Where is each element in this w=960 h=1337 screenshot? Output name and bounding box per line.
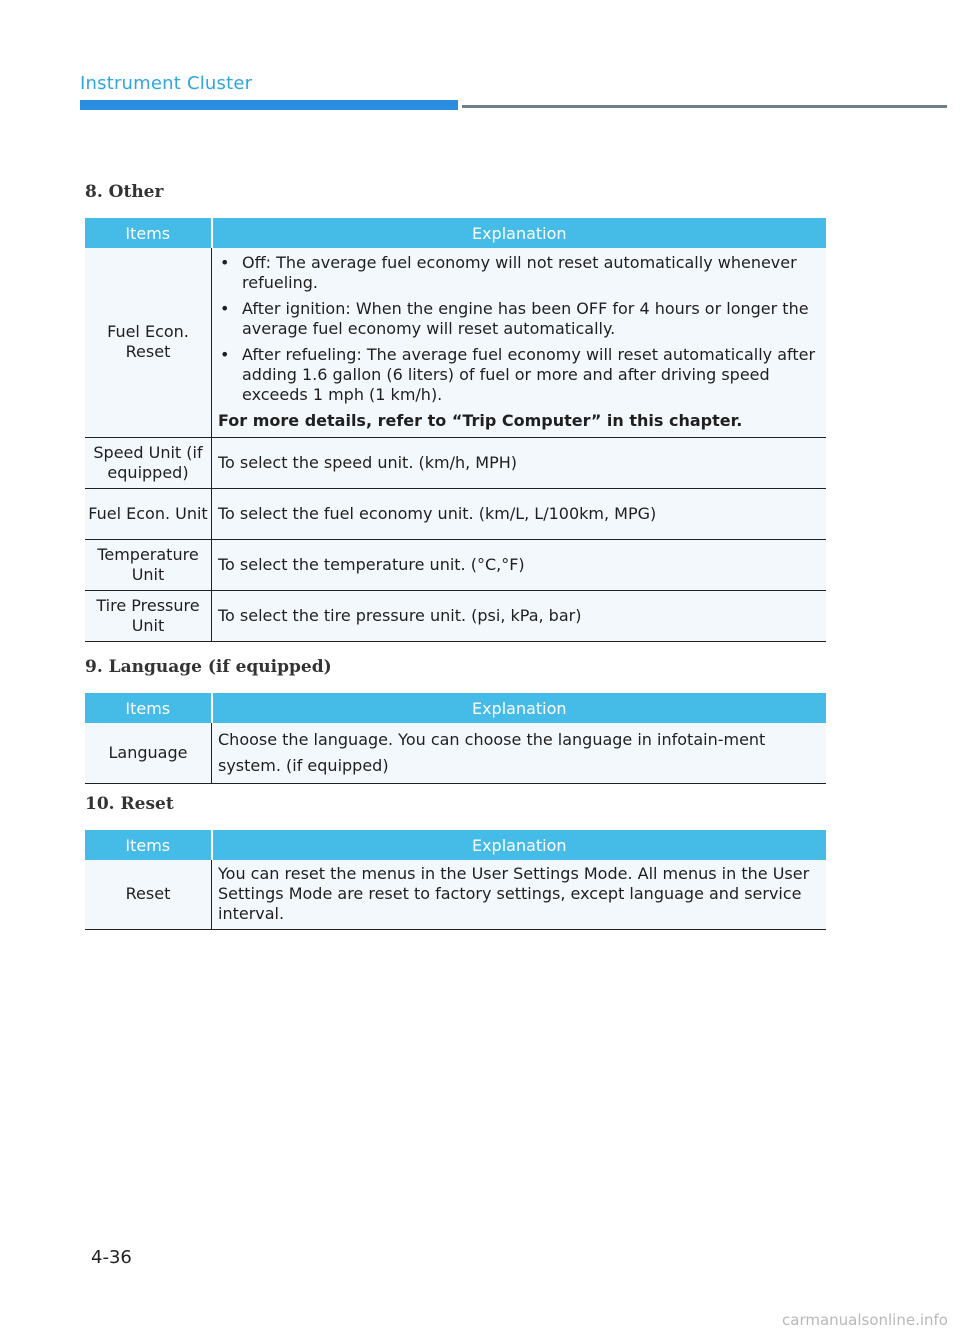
bullet-item: • After refueling: The average fuel economy will reset automatically after adding 1.6 gallon (6 liters) of fuel or more and after driving speed exceeds 1 mph (1 km/h). [220, 345, 816, 405]
row-explanation: To select the fuel economy unit. (km/L, L/100km, MPG) [212, 488, 827, 539]
section-heading-reset: 10. Reset [85, 794, 174, 814]
column-header-explanation: Explanation [212, 830, 827, 860]
bullet-item: • After ignition: When the engine has been OFF for 4 hours or longer the average fuel economy will reset automatically. [220, 299, 809, 339]
row-item: Fuel Econ. Unit [85, 488, 212, 539]
table-row [85, 590, 826, 641]
header-accent-bar [80, 100, 458, 110]
row-item: Temperature Unit [85, 539, 212, 590]
watermark: carmanualsonline.info [782, 1311, 948, 1329]
table-row [85, 860, 826, 929]
other-settings-table [85, 218, 826, 642]
row-explanation: To select the tire pressure unit. (psi, kPa, bar) [212, 590, 827, 641]
reference-note: For more details, refer to “Trip Computer” in this chapter. [218, 411, 743, 431]
page-number: 4-36 [91, 1247, 132, 1268]
section-heading-language: 9. Language (if equipped) [85, 657, 332, 677]
column-header-items: Items [85, 830, 212, 860]
chapter-title: Instrument Cluster [80, 73, 253, 94]
row-item: Reset [85, 860, 212, 929]
language-table [85, 693, 826, 784]
row-explanation: You can reset the menus in the User Settings Mode. All menus in the User Settings Mode are reset to factory settings, except language and service interval. [212, 860, 827, 929]
column-header-explanation: Explanation [212, 218, 827, 248]
row-explanation: Choose the language. You can choose the language in infotain-ment system. (if equipped) [212, 723, 827, 784]
row-item: Speed Unit (if equipped) [85, 437, 212, 488]
bullet-item: • Off: The average fuel economy will not reset automatically whenever refueling. [220, 253, 797, 293]
row-explanation: To select the speed unit. (km/h, MPH) [212, 437, 827, 488]
column-header-items: Items [85, 693, 212, 723]
table-row [85, 248, 826, 437]
row-item: Language [85, 723, 212, 784]
column-header-items: Items [85, 218, 212, 248]
row-explanation: To select the temperature unit. (°C,°F) [212, 539, 827, 590]
section-heading-other: 8. Other [85, 182, 164, 202]
row-explanation [212, 248, 827, 437]
table-row [85, 488, 826, 539]
table-row [85, 437, 826, 488]
header-rule [462, 105, 947, 108]
row-item: Tire Pressure Unit [85, 590, 212, 641]
reset-table [85, 830, 826, 930]
table-row [85, 539, 826, 590]
table-row [85, 723, 826, 784]
column-header-explanation: Explanation [212, 693, 827, 723]
row-item: Fuel Econ. Reset [85, 248, 212, 437]
